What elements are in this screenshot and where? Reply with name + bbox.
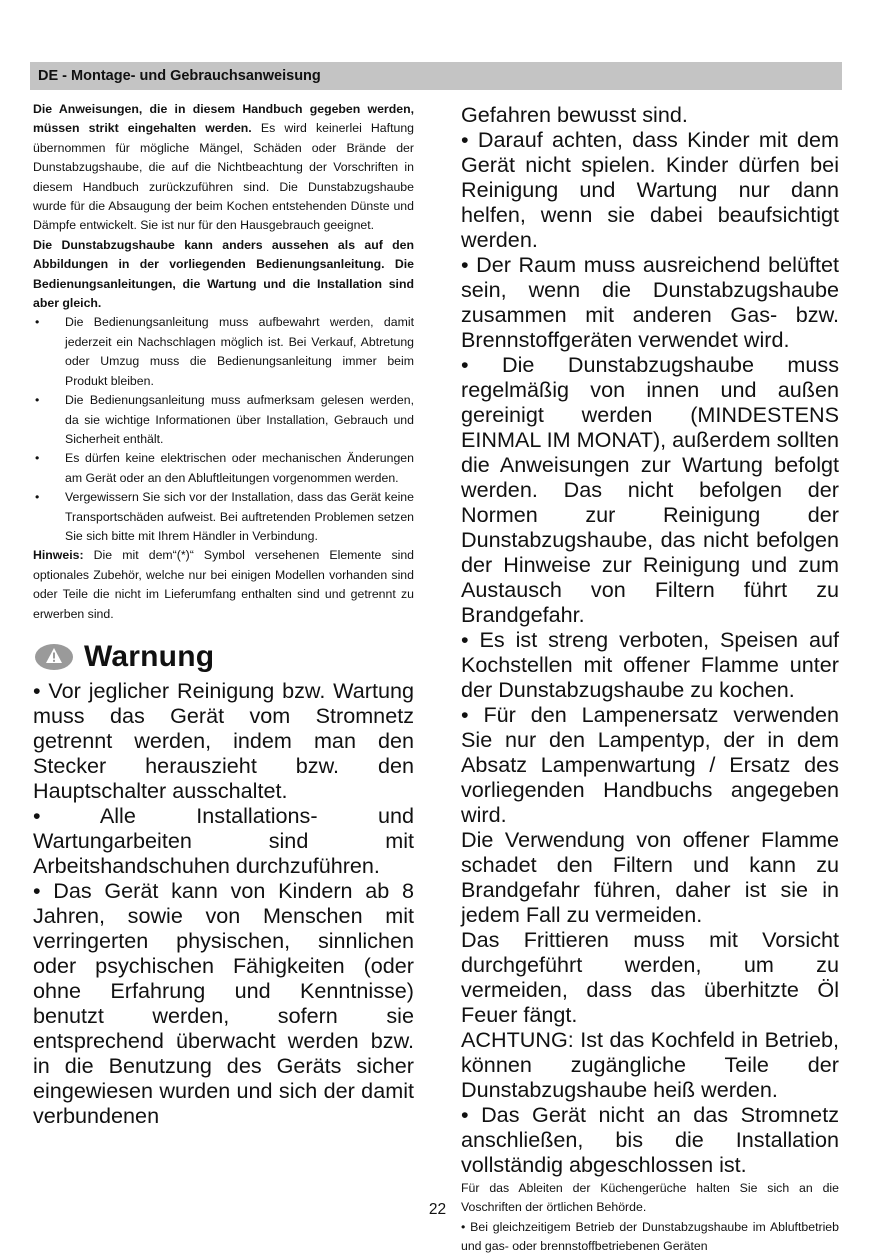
warning-icon	[34, 643, 74, 671]
bullet-glyph: •	[35, 451, 40, 466]
list-item: • Es dürfen keine elektrischen oder mechanischen Änderungen am Gerät oder an den Abluftleitungen vorgenommen werden.	[35, 451, 414, 485]
warning-paragraph: • Alle Installations- und Wartungarbeiten sind mit Arbeitshandschuhen durchzuführen.	[33, 802, 414, 878]
section-header	[30, 62, 842, 90]
warning-heading	[33, 636, 414, 678]
body-paragraph: Die Verwendung von offener Flamme schadet den Filtern und kann zu Brandgefahr führen, daher ist sie in jedem Fall zu vermeiden.	[461, 827, 839, 927]
page-number: 22	[428, 1201, 447, 1218]
list-item: • Die Bedienungsanleitung muss aufmerksam gelesen werden, da sie wichtige Informationen über Installation, Gebrauch und Sicherheit enthält.	[35, 393, 414, 446]
intro-text: Es wird keinerlei Haftung übernommen für mögliche Mängel, Schäden oder Brände der Dunstabzugshaube, die auf die Nichtbeachtung der Vorschriften in diesem Handbuch zurückzuführen sind. Die Dunstabzugshaube wurde für die Absaugung der beim Kochen entstehenden Dünste und Dämpfe entwickelt. Sie ist nur für den Hausgebrauch geeignet.	[33, 121, 415, 233]
section-header-title: DE - Montage- und Gebrauchsanweisung	[38, 68, 321, 84]
body-paragraph: • Der Raum muss ausreichend belüftet sein, wenn die Dunstabzugshaube zusammen mit anderen Gas- bzw. Brennstoffgeräten verwendet wird.	[461, 252, 839, 352]
small-paragraph: Für das Ableiten der Küchengerüche halten Sie sich an die Voschriften der örtlichen Behörde.	[461, 1181, 839, 1215]
note-paragraph	[33, 546, 414, 624]
bullet-glyph: •	[35, 393, 40, 408]
body-paragraph: Das Frittieren muss mit Vorsicht durchgeführt werden, um zu vermeiden, dass das überhitzte Öl Feuer fängt.	[461, 927, 839, 1027]
right-column	[461, 102, 839, 1257]
body-paragraph: • Darauf achten, dass Kinder mit dem Gerät nicht spielen. Kinder dürfen bei Reinigung und Wartung nur dann helfen, wenn sie dabei beaufsichtigt werden.	[461, 127, 839, 252]
note-text: Die mit dem“(*)“ Symbol versehenen Elemente sind optionales Zubehör, welche nur bei einigen Modellen vorhanden sind oder Teile die nicht im Lieferumfang enthalten sind und getrennt zu erwerben sind.	[33, 548, 414, 621]
bullet-glyph: •	[35, 490, 40, 505]
warning-paragraph: • Vor jeglicher Reinigung bzw. Wartung muss das Gerät vom Stromnetz getrennt werden, indem man den Stecker herauszieht bzw. den Hauptschalter ausschaltet.	[33, 677, 414, 803]
appearance-note: Die Dunstabzugshaube kann anders aussehen als auf den Abbildungen in der vorliegenden Bedienungsanleitung. Die Bedienungsanleitungen, die Wartung und die Installation sind aber gleich.	[33, 237, 414, 311]
body-paragraph: • Das Gerät nicht an das Stromnetz anschließen, bis die Installation vollständig abgeschlossen ist.	[461, 1102, 839, 1177]
intro-paragraph	[33, 100, 414, 236]
note-label: Hinweis:	[33, 548, 84, 563]
intro-bold: Die Anweisungen, die in diesem Handbuch gegeben werden, müssen strikt eingehalten werden.	[33, 102, 414, 136]
list-item: • Vergewissern Sie sich vor der Installation, dass das Gerät keine Transportschäden aufweist. Bei auftretenden Problemen setzen Sie sich bitte mit Ihrem Händler in Verbindung.	[35, 490, 414, 543]
list-item: • Die Bedienungsanleitung muss aufbewahrt werden, damit jederzeit ein Nachschlagen möglich ist. Bei Verkauf, Abtretung oder Umzug muss die Bedienungsanleitung immer beim Produkt bleiben.	[35, 315, 414, 388]
bullet-glyph: •	[35, 315, 40, 330]
body-paragraph: • Für den Lampenersatz verwenden Sie nur den Lampentyp, der in dem Absatz Lampenwartung / Ersatz des vorliegenden Handbuchs angegeben wird.	[461, 702, 839, 827]
body-paragraph: • Die Dunstabzugshaube muss regelmäßig von innen und außen gereinigt werden (MINDESTENS EINMAL IM MONAT), außerdem sollten die Anweisungen zur Wartung befolgt werden. Das nicht befolgen der Normen zur Reinigung der Dunstabzugshaube, das nicht befolgen der Hinweise zur Reinigung und zum Austausch von Filtern führt zu Brandgefahr.	[461, 352, 839, 627]
instruction-list	[33, 313, 414, 546]
warning-title: Warnung	[84, 639, 215, 673]
warning-paragraph: • Das Gerät kann von Kindern ab 8 Jahren, sowie von Menschen mit verringerten physischen, sinnlichen oder psychischen Fähigkeiten (oder ohne Erfahrung und Kenntnisse) benutzt werden, sofern sie entsprechend überwacht werden bzw. in die Benutzung des Geräts sicher eingewiesen wurden und sich der damit verbundenen	[33, 877, 414, 1128]
body-paragraph: Gefahren bewusst sind.	[461, 102, 688, 127]
body-paragraph: ACHTUNG: Ist das Kochfeld in Betrieb, können zugängliche Teile der Dunstabzugshaube heiß werden.	[461, 1027, 839, 1102]
body-paragraph: • Es ist streng verboten, Speisen auf Kochstellen mit offener Flamme unter der Dunstabzugshaube zu kochen.	[461, 627, 839, 702]
small-paragraph: • Bei gleichzeitigem Betrieb der Dunstabzugshaube im Abluftbetrieb und gas- oder brennstoffbetriebenen Geräten	[461, 1219, 839, 1254]
left-column	[33, 100, 414, 1128]
